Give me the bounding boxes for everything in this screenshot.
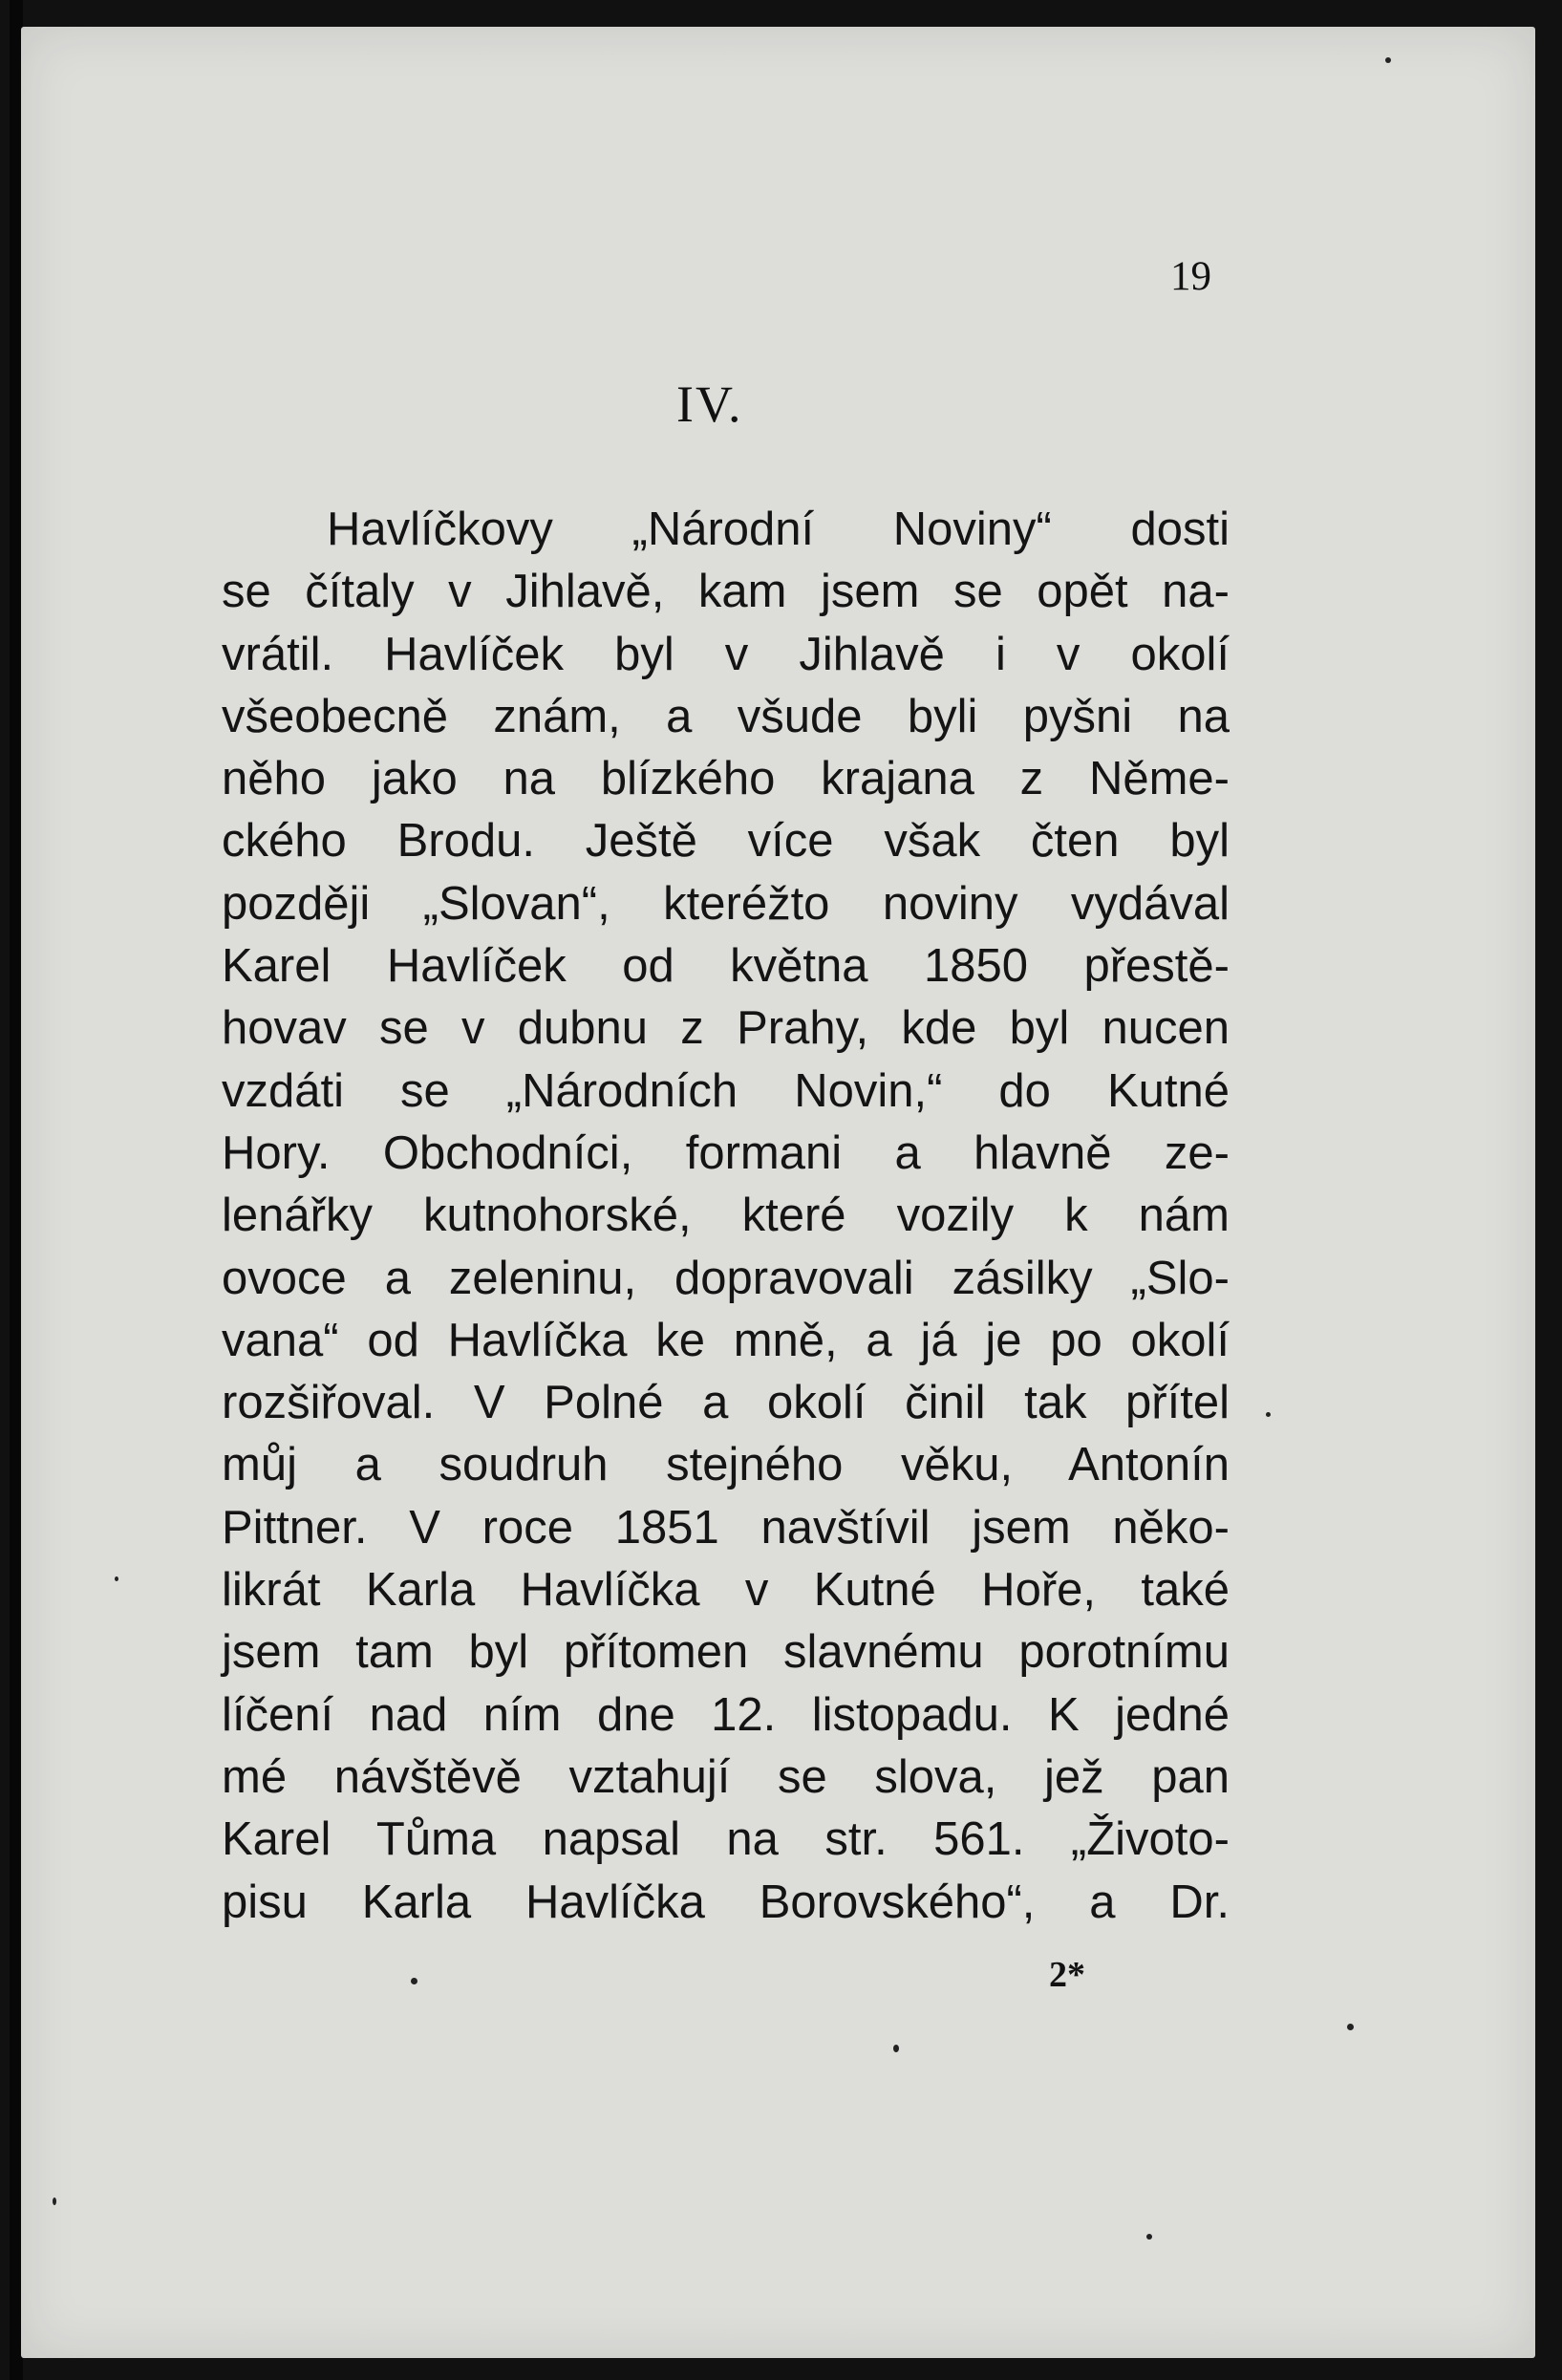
text-line: Havlíčkovy „Národní Noviny“ dosti [327,504,1230,555]
text-line: jsem tam byl přítomen slavnému porotnímu [222,1626,1230,1679]
text-line: něho jako na blízkého krajana z Něme- [222,753,1230,805]
body-text [222,499,1230,1934]
text-line: rozšiřoval. V Polné a okolí činil tak přítel [222,1377,1230,1429]
text-line: mé návštěvě vztahují se slova, jež pan [222,1750,1230,1803]
text-line: likrát Karla Havlíčka v Kutné Hoře, také [222,1564,1230,1617]
text-line: později „Slovan“, kteréžto noviny vydával [222,877,1230,930]
scan-speck [1146,2234,1152,2240]
scan-speck [1347,2024,1354,2030]
text-line: vana“ od Havlíčka ke mně, a já je po okolí [222,1314,1230,1366]
text-line: se čítaly v Jihlavě, kam jsem se opět na- [222,566,1230,618]
text-line: vzdáti se „Národních Novin,“ do Kutné [222,1064,1230,1117]
text-line: Karel Tůma napsal na str. 561. „Životo- [222,1813,1230,1866]
scan-speck [411,1978,417,1984]
text-line: můj a soudruh stejného věku, Antonín [222,1439,1230,1491]
scan-speck [53,2198,56,2205]
scan-speck [893,2045,899,2052]
text-line: Pittner. V roce 1851 navštívil jsem něko- [222,1501,1230,1554]
scan-speck [1385,57,1391,63]
text-line: lenářky kutnohorské, které vozily k nám [222,1190,1230,1242]
text-line: Hory. Obchodníci, formani a hlavně ze- [222,1126,1230,1179]
text-line: Karel Havlíček od května 1850 přestě- [222,940,1230,993]
page-number: 19 [1170,254,1211,299]
scan-speck [115,1576,118,1581]
scan-speck [1266,1412,1271,1417]
text-line: pisu Karla Havlíčka Borovského“, a Dr. [222,1876,1230,1928]
text-line: hovav se v dubnu z Prahy, kde byl nucen [222,1002,1230,1055]
text-line: líčení nad ním dne 12. listopadu. K jedné [222,1688,1230,1741]
text-line: vrátil. Havlíček byl v Jihlavě i v okolí [222,628,1230,680]
text-line: všeobecně znám, a všude byli pyšni na [222,690,1230,742]
printer-signature-mark: 2* [1049,1955,1085,1995]
text-line: ovoce a zeleninu, dopravovali zásilky „Slo- [222,1252,1230,1304]
text-line: ckého Brodu. Ještě více však čten byl [222,815,1230,868]
chapter-heading: IV. [676,375,743,433]
